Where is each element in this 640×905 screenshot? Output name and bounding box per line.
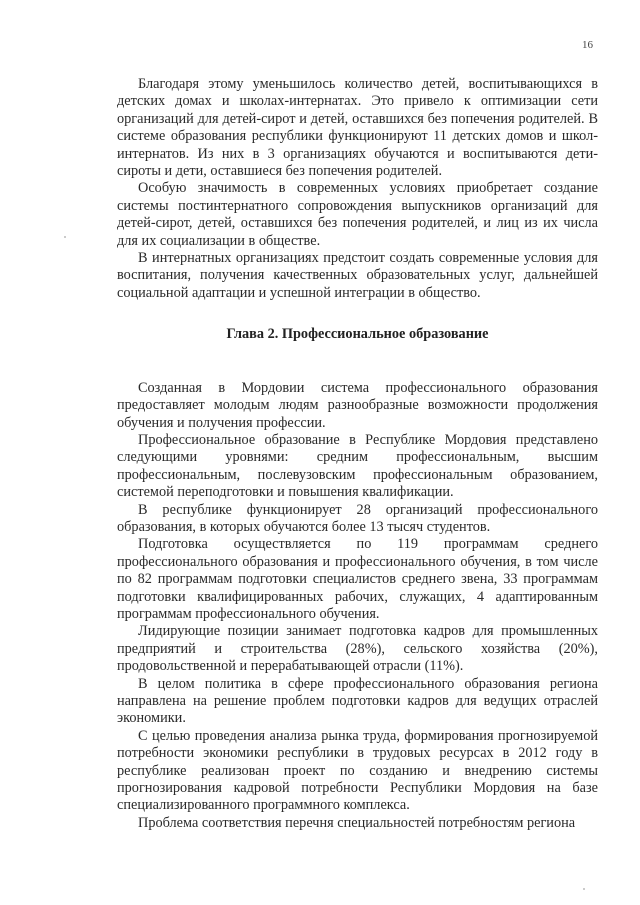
scan-speck [583, 888, 585, 890]
paragraph: Подготовка осуществляется по 119 программам среднего профессионального образования и профессионального обучения, в том числе по 82 программам подготовки специалистов среднего звена, 33 программам подготовки квалифицированных рабочих, служащих, 4 адаптированным программам профессионального обучения. [117, 536, 598, 622]
paragraph: Профессиональное образование в Республике Мордовия представлено следующими уровнями: средним профессиональным, высшим профессиональным, послевузовским профессиональным образованием, системой переподготовки и повышения квалификации. [117, 431, 598, 501]
paragraph: С целью проведения анализа рынка труда, формирования прогнозируемой потребности экономики республики в трудовых ресурсах в 2012 году в республике реализован проект по созданию и внедрению системы прогнозирования кадровой потребности Республики Мордовия на базе специализированного программного комплекса. [117, 727, 598, 814]
scan-speck [64, 236, 66, 238]
paragraph: В республике функционирует 28 организаций профессионального образования, в которых обучаются более 13 тысяч студентов. [117, 501, 598, 535]
paragraph: В интернатных организациях предстоит создать современные условия для воспитания, получения качественных образовательных услуг, дальнейшей социальной адаптации и успешной интеграции в общество. [117, 250, 598, 301]
paragraph: Особую значимость в современных условиях приобретает создание системы постинтернатного сопровождения выпускников организаций для детей-сирот, детей, оставшихся без попечения родителей, и лиц из их числа для их социализации в обществе. [117, 180, 598, 249]
paragraph: Созданная в Мордовии система профессионального образования предоставляет молодым людям разнообразные возможности продолжения обучения и получения профессии. [117, 379, 598, 431]
page-number: 16 [582, 39, 593, 51]
paragraph: В целом политика в сфере профессионального образования региона направлена на решение проблем подготовки кадров для ведущих отраслей экономики. [117, 675, 598, 727]
chapter-title: Глава 2. Профессиональное образование [226, 326, 489, 343]
paragraph: Проблема соответствия перечня специальностей потребностям региона [138, 814, 576, 831]
page-content [117, 76, 598, 832]
paragraph: Благодаря этому уменьшилось количество детей, воспитывающихся в детских домах и школах-интернатах. Это привело к оптимизации сети организаций для детей-сирот и детей, оставшихся без попечения родителей. В системе образования республики функционируют 11 детских домов и школ-интернатов. Из них в 3 организациях обучаются и воспитываются дети-сироты и дети, оставшиеся без попечения родителей. [117, 76, 598, 180]
paragraph: Лидирующие позиции занимает подготовка кадров для промышленных предприятий и строительства (28%), сельского хозяйства (20%), продовольственной и перерабатывающей отрасли (11%). [117, 623, 598, 675]
